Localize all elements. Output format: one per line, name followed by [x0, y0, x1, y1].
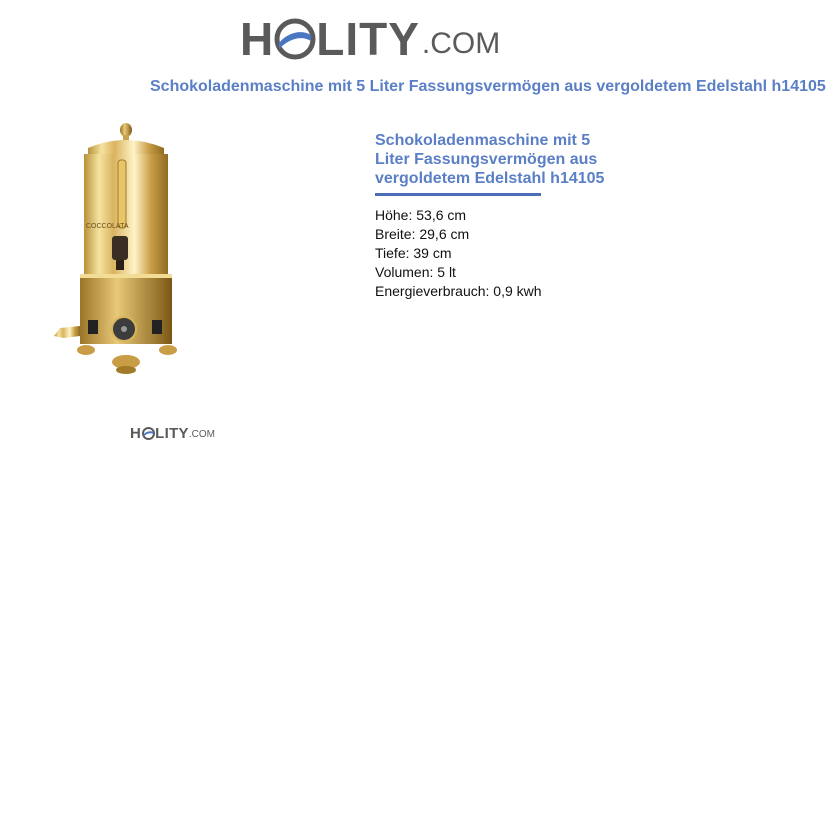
page-subtitle: Schokoladenmaschine mit 5 Liter Fassungsvermögen aus vergoldetem Edelstahl h14105 — [150, 78, 826, 95]
gold-chocolate-dispenser-image — [40, 118, 200, 388]
spec-height: Höhe: 53,6 cm — [375, 207, 467, 223]
product-title: Schokoladenmaschine mit 5 Liter Fassungsvermögen aus vergoldetem Edelstahl h14105 — [375, 132, 605, 187]
subtitle-clip — [0, 70, 826, 110]
holity-o-mark-small-icon — [142, 427, 155, 440]
product-image — [40, 118, 200, 388]
product-info — [375, 131, 625, 301]
spec-volume: Volumen: 5 lt — [375, 264, 456, 280]
logo-letters-lity: LITY — [316, 13, 420, 65]
logo-letter-h: H — [240, 13, 275, 65]
small-logo-suffix: .COM — [188, 429, 215, 440]
small-logo-letter-h: H — [130, 425, 142, 442]
logo-suffix: .COM — [421, 27, 501, 60]
spec-depth: Tiefe: 39 cm — [375, 245, 452, 261]
body-label: COCCOLATA — [86, 223, 129, 230]
holity-o-mark-icon — [275, 19, 315, 59]
small-logo-letters-lity: LITY — [155, 425, 189, 442]
spec-width: Breite: 29,6 cm — [375, 226, 470, 242]
spec-energy: Energieverbrauch: 0,9 kwh — [375, 283, 542, 299]
title-underline — [375, 193, 541, 196]
holity-logo[interactable] — [240, 12, 500, 66]
holity-logo-small[interactable] — [130, 426, 215, 441]
